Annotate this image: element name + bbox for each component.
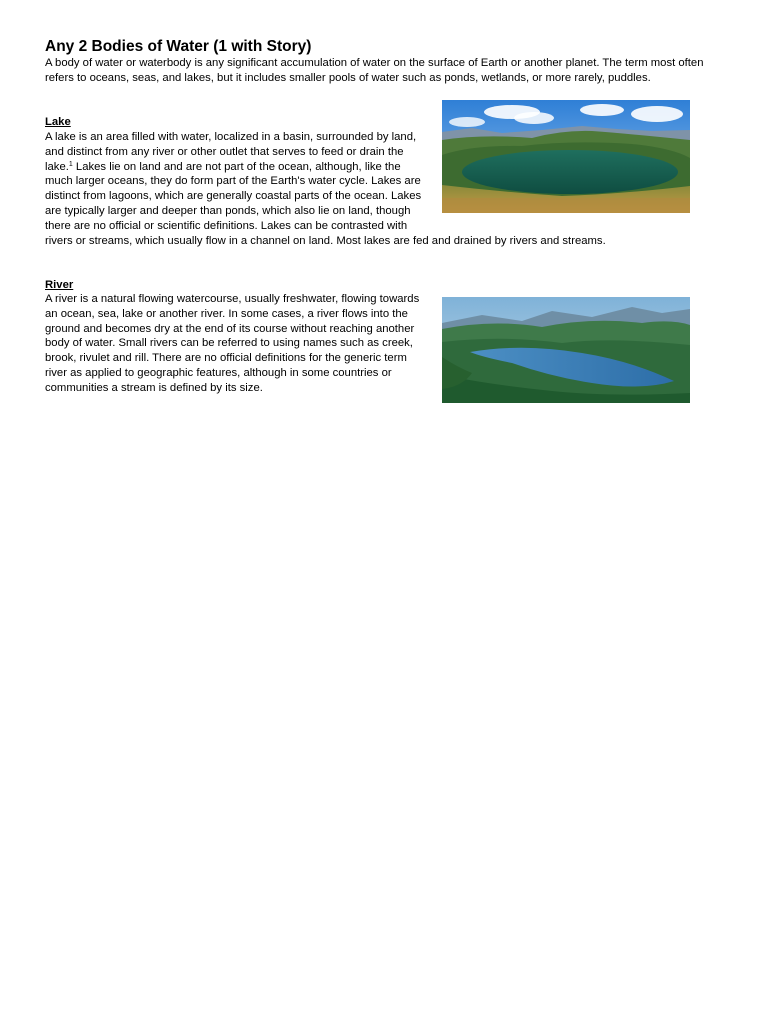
lake-text-part-2: Lakes lie on land and are not part of the ocean, although, like the much larger oceans, they do form part of the Earth's water cycle. Lakes are distinct from lagoons, which are generally coastal parts of the ocean. Lakes are typically larger and deeper than ponds, which also lie on land, though there are no official or scientific definitions. Lakes can be contrasted with rivers or streams, which usually flow in a channel on land. Most lakes are fed and drained by rivers and streams.	[45, 160, 606, 247]
river-photo	[442, 297, 690, 403]
intro-paragraph: A body of water or waterbody is any significant accumulation of water on the surface of Earth or another planet. The term most often refers to oceans, seas, and lakes, but it includes smaller pools of water such as ponds, wetlands, or more rarely, puddles.	[45, 57, 704, 84]
river-heading: River	[45, 279, 74, 291]
lake-text-part-1: A lake is an area filled with water, localized in a basin, surrounded by land, and distinct from any river or other outlet that serves to feed or drain the lake.	[45, 131, 417, 173]
lake-heading: Lake	[45, 116, 71, 128]
river-paragraph: A river is a natural flowing watercourse, usually freshwater, flowing towards an ocean, sea, lake or another river. In some cases, a river flows into the ground and becomes dry at the end of its course without reaching another body of water. Small rivers can be referred to using names such as creek, brook, rivulet and rill. There are no official definitions for the generic term river as applied to geographic features, although in some countries or communities a stream is defined by its size.	[45, 293, 420, 394]
lake-photo	[442, 100, 690, 213]
document-title: Any 2 Bodies of Water (1 with Story)	[45, 38, 312, 55]
lake-footnote-marker: 1	[68, 160, 73, 168]
